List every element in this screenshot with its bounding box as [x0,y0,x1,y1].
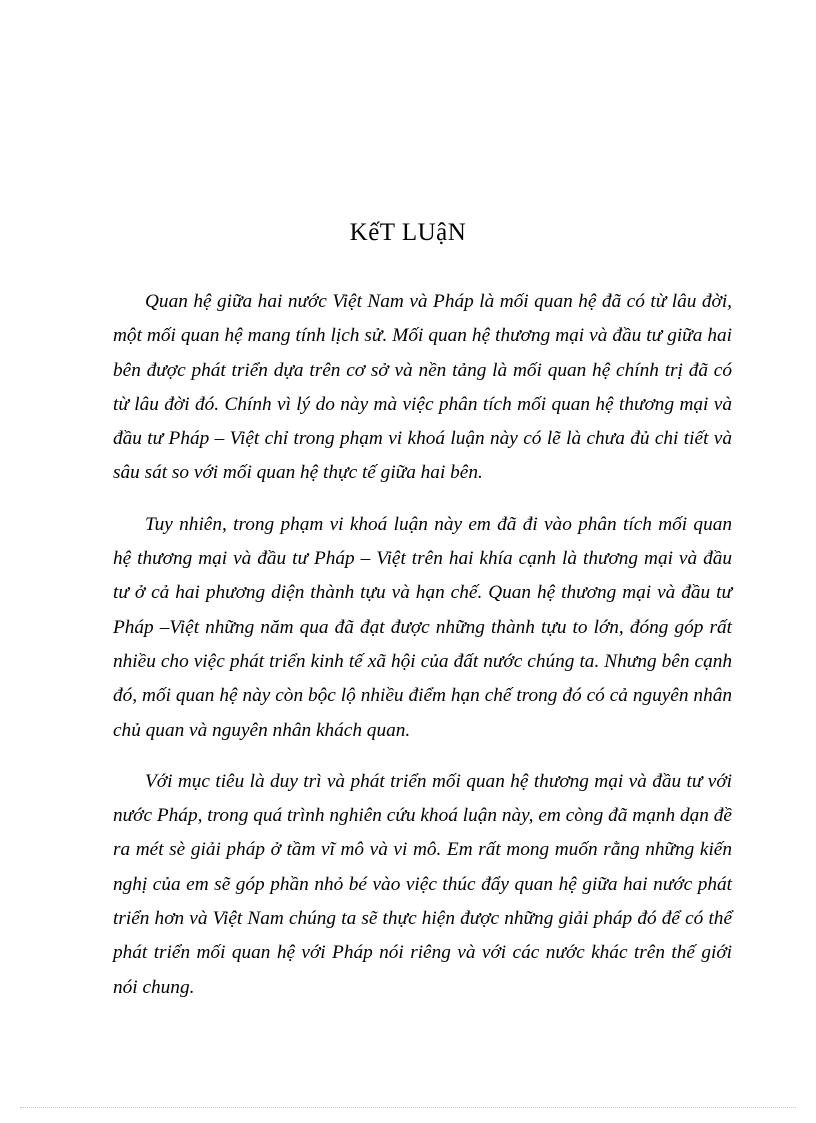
page-title: KếT LUậN [349,219,467,246]
footer-divider [20,1107,796,1108]
paragraph-2: Tuy nhiên, trong phạm vi khoá luận này em đã đi vào phân tích mối quan hệ thương mại và đầu tư Pháp – Việt trên hai khía cạnh là thương mại và đầu tư ở cả hai phương diện thành tựu và hạn chế. Quan hệ thương mại và đầu tư Pháp –Việt những năm qua đã đạt được những thành tựu to lớn, đóng góp rất nhiều cho việc phát triển kinh tế xã hội của đất nước chúng ta. Nhưng bên cạnh đó, mối quan hệ này còn bộc lộ nhiều điểm hạn chế trong đó có cả nguyên nhân chủ quan và nguyên nhân khách quan. [113,513,732,741]
paragraph-3: Với mục tiêu là duy trì và phát triển mối quan hệ thương mại và đầu tư với nước Pháp, trong quá trình nghiên cứu khoá luận này, em còng đã mạnh dạn đề ra mét sè giải pháp ở tầm vĩ mô và vi mô. Em rất mong muốn rằng những kiến nghị của em sẽ góp phần nhỏ bé vào việc thúc đẩy quan hệ giữa hai nước phát triển hơn và Việt Nam chúng ta sẽ thực hiện được những giải pháp đó để có thể phát triển mối quan hệ với Pháp nói riêng và với các nước khác trên thế giới nói chung. [113,770,732,998]
paragraph-1: Quan hệ giữa hai nước Việt Nam và Pháp là mối quan hệ đã có từ lâu đời, một mối quan hệ mang tính lịch sử. Mối quan hệ thương mại và đầu tư giữa hai bên được phát triển dựa trên cơ sở và nền tảng là mối quan hệ chính trị đã có từ lâu đời đó. Chính vì lý do này mà việc phân tích mối quan hệ thương mại và đầu tư Pháp – Việt chỉ trong phạm vi khoá luận này có lẽ là chưa đủ chi tiết và sâu sát so với mối quan hệ thực tế giữa hai bên. [113,291,732,484]
body-text [113,285,732,1022]
